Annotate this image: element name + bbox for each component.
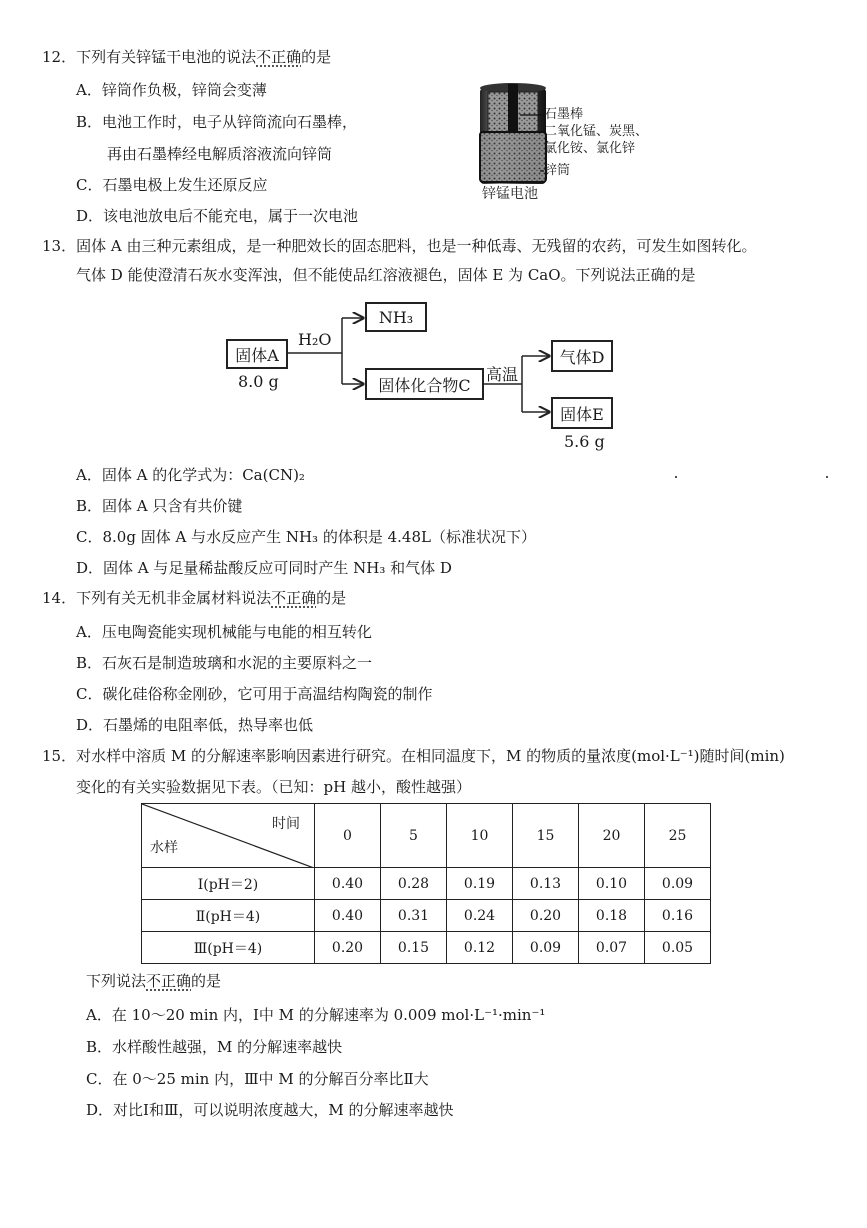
table-cell: 0.28 — [381, 868, 447, 900]
q15-option-d: D．对比Ⅰ和Ⅲ，可以说明浓度越大，M 的分解速率越快 — [86, 1101, 454, 1119]
table-cell: 0.24 — [447, 900, 513, 932]
q14-option-b: B．石灰石是制造玻璃和水泥的主要原料之一 — [76, 654, 373, 672]
concentration-table — [141, 803, 711, 964]
q12-option-d: D．该电池放电后不能充电，属于一次电池 — [76, 207, 359, 225]
box-gas-d: 气体D — [551, 340, 613, 372]
label-mno2-carbon: 二氧化锰、炭黑、 — [544, 124, 649, 139]
q14-option-d: D．石墨烯的电阻率低，热导率也低 — [76, 716, 314, 734]
table-cell: 0.09 — [645, 868, 711, 900]
table-cell: 0.20 — [513, 900, 579, 932]
time-header: 15 — [513, 804, 579, 868]
mass-solid-a: 8.0 g — [238, 372, 279, 391]
label-zinc-can: 锌筒 — [544, 163, 571, 178]
table-cell: 0.31 — [381, 900, 447, 932]
q13-option-b: B．固体 A 只含有共价键 — [76, 497, 243, 515]
table-cell: 0.13 — [513, 868, 579, 900]
table-header-row — [142, 804, 711, 868]
q15-stem-line2: 变化的有关实验数据见下表。（已知：pH 越小，酸性越强） — [76, 778, 471, 796]
time-header: 10 — [447, 804, 513, 868]
q12-option-b-line1: B．电池工作时，电子从锌筒流向石墨棒， — [76, 113, 358, 131]
label-high-temperature: 高温 — [486, 365, 519, 384]
q12-stem: 12．下列有关锌锰干电池的说法不正确的是 — [42, 48, 332, 66]
row-label: Ⅰ(pH＝2) — [142, 868, 315, 900]
box-nh3: NH₃ — [365, 302, 427, 332]
table-cell: 0.19 — [447, 868, 513, 900]
q13-stem-line2: 气体 D 能使澄清石灰水变浑浊，但不能使品红溶液褪色，固体 E 为 CaO。下列说法正确的是 — [76, 266, 696, 284]
table-row — [142, 932, 711, 964]
table-cell: 0.05 — [645, 932, 711, 964]
q15-option-a: A．在 10～20 min 内，Ⅰ中 M 的分解速率为 0.009 mol·L⁻¹·min⁻¹ — [86, 1006, 546, 1024]
zinc-manganese-battery-figure — [478, 82, 668, 204]
q13-option-a: A．固体 A 的化学式为：Ca(CN)₂ — [76, 466, 305, 484]
q12-emphasis: 不正确 — [256, 48, 302, 66]
table-cell: 0.09 — [513, 932, 579, 964]
scan-speck — [675, 476, 677, 478]
battery-caption: 锌锰电池 — [482, 186, 538, 202]
table-corner-cell — [142, 804, 315, 868]
box-solid-e: 固体E — [551, 397, 613, 429]
table-cell: 0.15 — [381, 932, 447, 964]
label-nh4cl-zncl2: 氯化铵、氯化锌 — [544, 141, 636, 156]
time-header: 25 — [645, 804, 711, 868]
q13-option-d: D．固体 A 与足量稀盐酸反应可同时产生 NH₃ 和气体 D — [76, 559, 452, 577]
table-cell: 0.20 — [315, 932, 381, 964]
q14-option-a: A．压电陶瓷能实现机械能与电能的相互转化 — [76, 623, 372, 641]
mass-solid-e: 5.6 g — [564, 432, 605, 451]
table-cell: 0.16 — [645, 900, 711, 932]
q12-option-a: A．锌筒作负极，锌筒会变薄 — [76, 81, 267, 99]
q14-emphasis: 不正确 — [271, 589, 317, 607]
corner-time-label: 时间 — [272, 816, 300, 832]
scan-speck — [826, 476, 828, 478]
table-cell: 0.07 — [579, 932, 645, 964]
table-cell: 0.40 — [315, 868, 381, 900]
corner-sample-label: 水样 — [150, 840, 178, 856]
q12-option-c: C．石墨电极上发生还原反应 — [76, 176, 268, 194]
transformation-diagram — [222, 300, 642, 452]
q14-stem: 14．下列有关无机非金属材料说法不正确的是 — [42, 589, 347, 607]
table-row — [142, 900, 711, 932]
row-label: Ⅲ(pH＝4) — [142, 932, 315, 964]
time-header: 5 — [381, 804, 447, 868]
q13-option-c: C．8.0g 固体 A 与水反应产生 NH₃ 的体积是 4.48L（标准状况下） — [76, 528, 536, 546]
q14-option-c: C．碳化硅俗称金刚砂，它可用于高温结构陶瓷的制作 — [76, 685, 433, 703]
q15-option-b: B．水样酸性越强，M 的分解速率越快 — [86, 1038, 343, 1056]
q15-stem-line1: 15．对水样中溶质 M 的分解速率影响因素进行研究。在相同温度下，M 的物质的量浓度(mol·L⁻¹)随时间(min) — [42, 747, 785, 765]
label-water: H₂O — [298, 330, 332, 349]
q15-emphasis: 不正确 — [146, 972, 192, 990]
q15-prompt: 下列说法不正确的是 — [86, 972, 222, 990]
time-header: 20 — [579, 804, 645, 868]
label-graphite-rod: 石墨棒 — [544, 107, 584, 122]
q13-stem-line1: 13．固体 A 由三种元素组成，是一种肥效长的固态肥料，也是一种低毒、无残留的农药，可发生如图转化。 — [42, 237, 757, 255]
table-row — [142, 868, 711, 900]
table-cell: 0.10 — [579, 868, 645, 900]
row-label: Ⅱ(pH＝4) — [142, 900, 315, 932]
q12-option-b-line2: 再由石墨棒经电解质溶液流向锌筒 — [107, 145, 333, 163]
box-compound-c: 固体化合物C — [365, 368, 484, 400]
time-header: 0 — [315, 804, 381, 868]
q15-option-c: C．在 0～25 min 内，Ⅲ中 M 的分解百分率比Ⅱ大 — [86, 1070, 429, 1088]
table-cell: 0.12 — [447, 932, 513, 964]
table-cell: 0.18 — [579, 900, 645, 932]
table-cell: 0.40 — [315, 900, 381, 932]
box-solid-a: 固体A — [226, 339, 288, 369]
